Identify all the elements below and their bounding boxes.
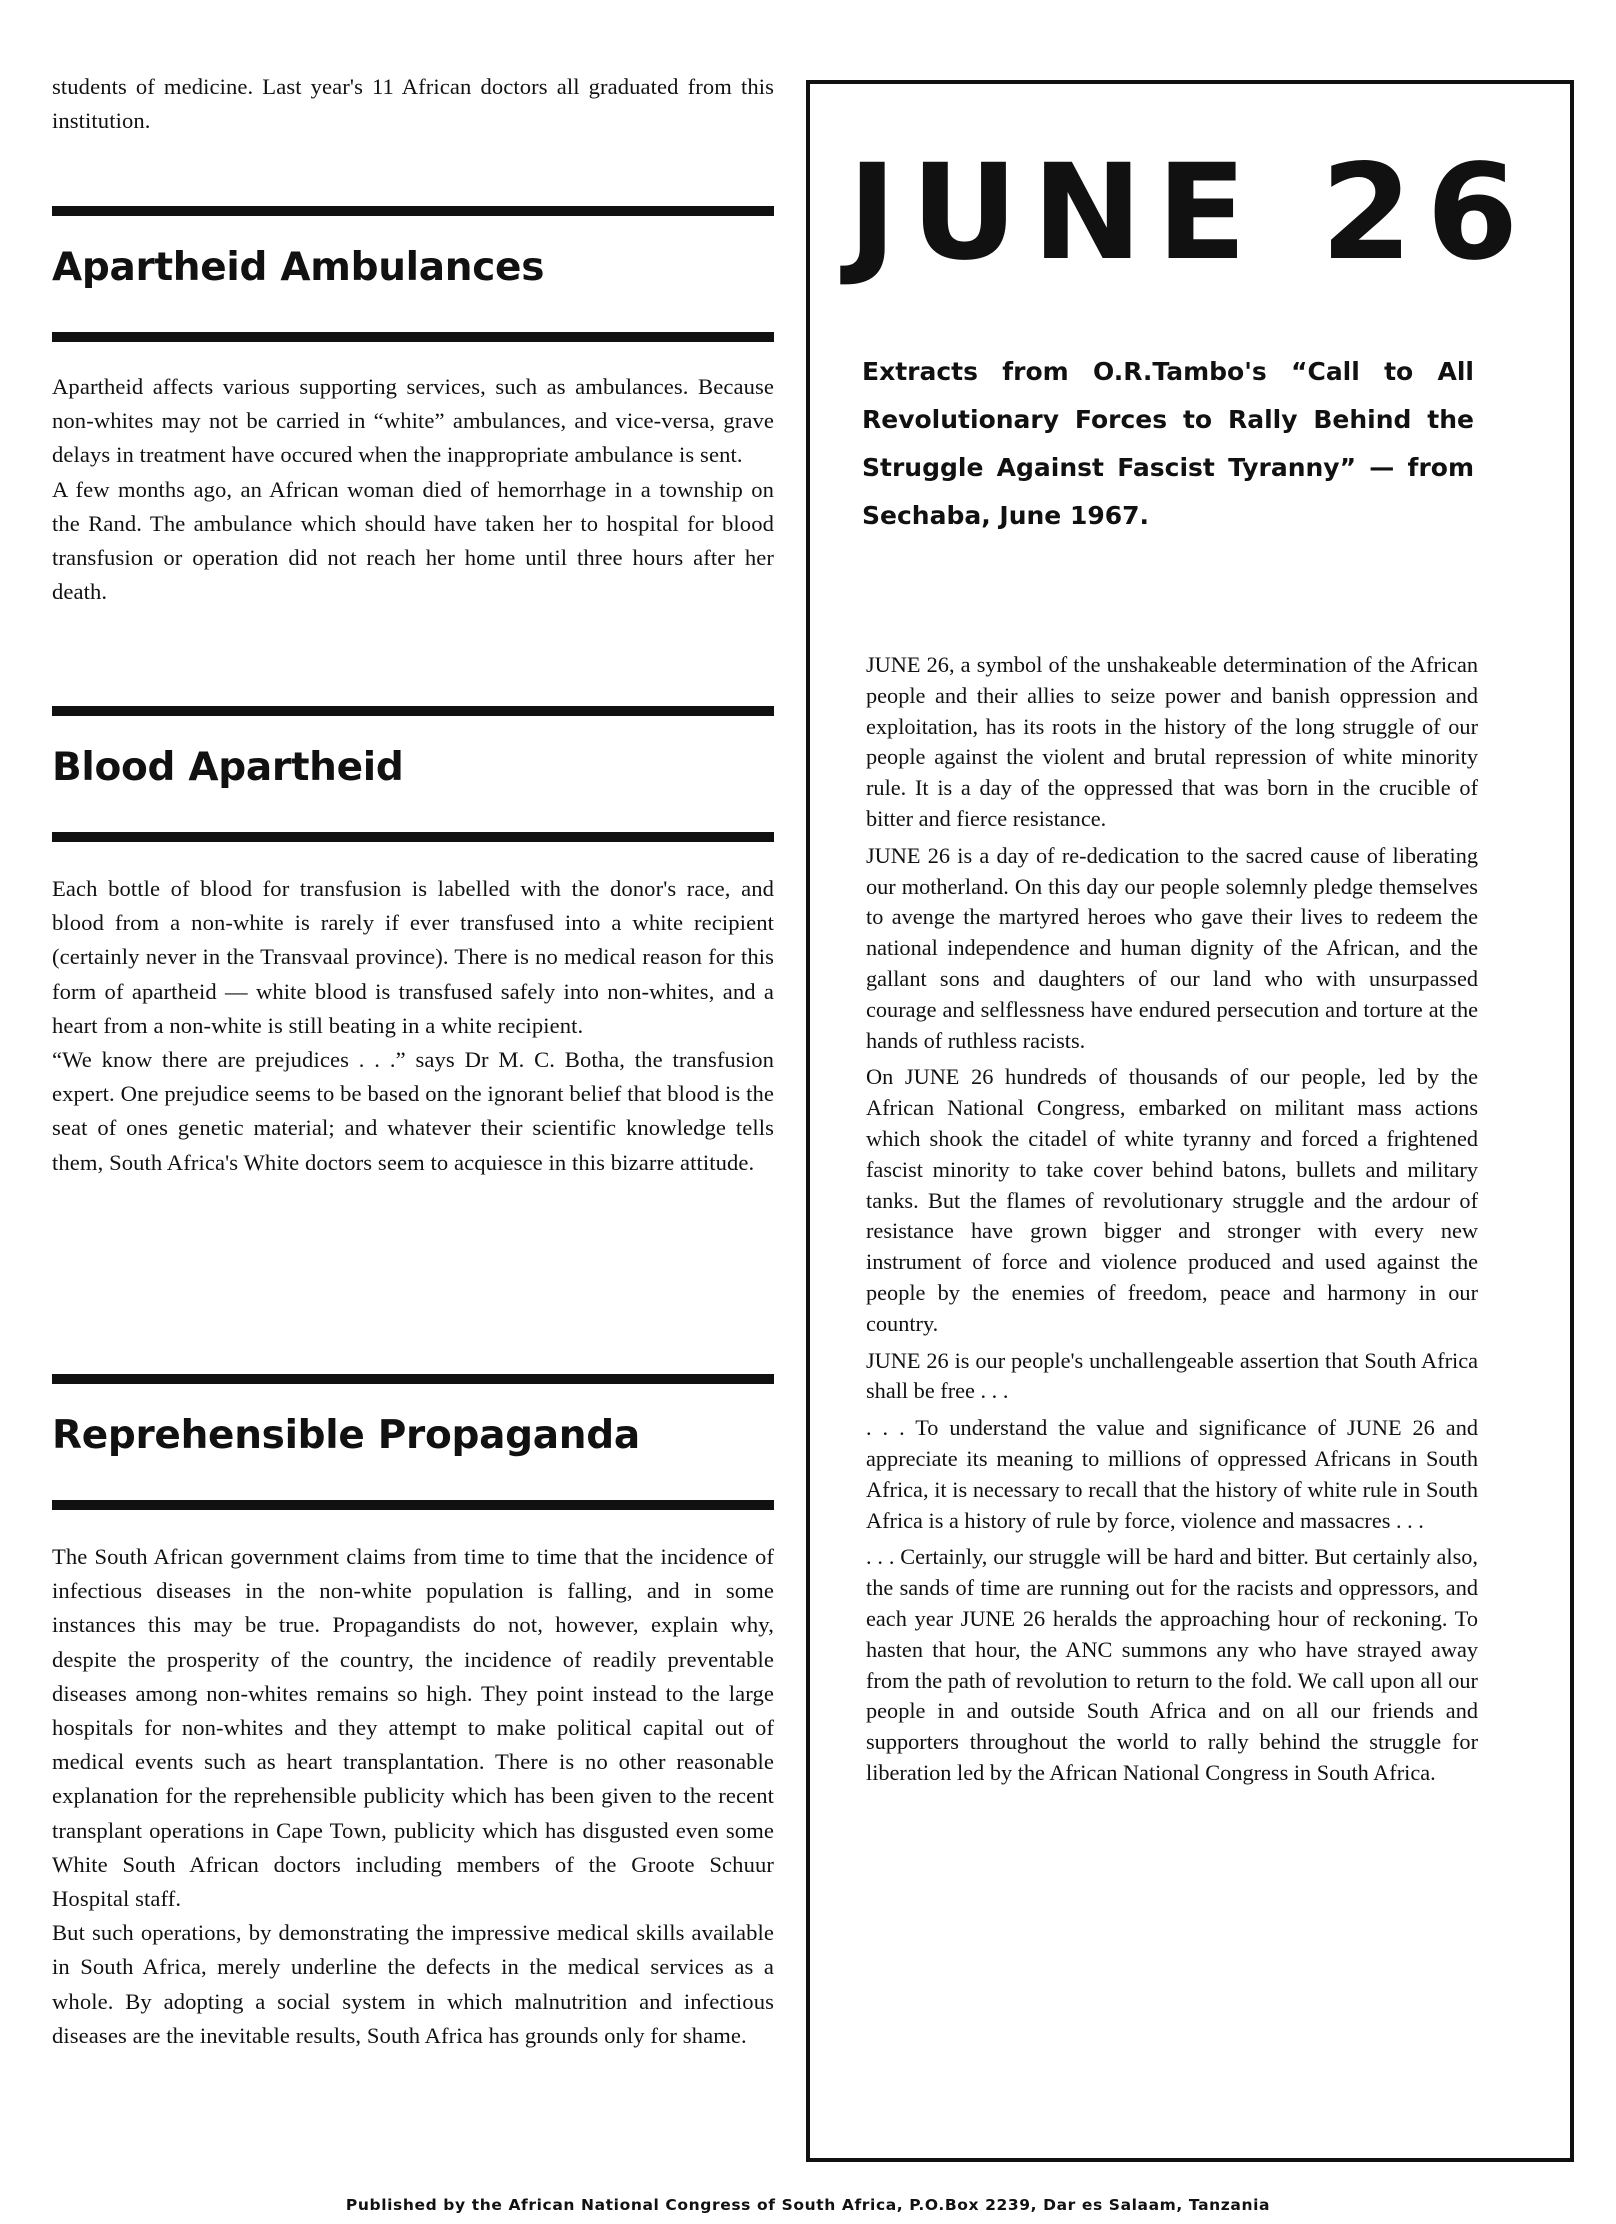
- section-rule-top: [52, 706, 774, 716]
- paragraph: Apartheid affects various supporting services, such as ambulances. Because non-whites may not be carried in “white” ambulances, and vice-versa, grave delays in treatment have occured when the inappropriate ambulance is sent.: [52, 374, 774, 468]
- paragraph: JUNE 26, a symbol of the unshakeable determination of the African people and their allies to seize power and banish oppression and exploitation, has its roots in the history of the long struggle of our people against the violent and brutal repression of white minority rule. It is a day of the oppressed that was born in the crucible of bitter and fierce resistance.: [866, 652, 1478, 831]
- continued-paragraph: [52, 70, 774, 138]
- paragraph: The South African government claims from time to time that the incidence of infectious diseases in the non-white population is falling, and in some instances this may be true. Propagandists do not, however, explain why, despite the prosperity of the country, the incidence of readily preventable diseases among non-whites remains so high. They point instead to the large hospitals for non-whites and they attempt to make political capital out of medical events such as heart transplantation. There is no other reasonable explanation for the reprehensible publicity which has been given to the recent transplant operations in Cape Town, publicity which has disgusted even some White South African doctors including members of the Groote Schuur Hospital staff.: [52, 1544, 774, 1912]
- june26-body: [866, 650, 1478, 1795]
- paragraph: On JUNE 26 hundreds of thousands of our people, led by the African National Congress, embarked on militant mass actions which shook the citadel of white tyranny and forced a frightened fascist minority to take cover behind batons, bullets and military tanks. But the flames of revolutionary struggle and the ardour of resistance have grown bigger and stronger with every new instrument of force and violence produced and used against the people by the enemies of freedom, peace and harmony in our country.: [866, 1064, 1478, 1336]
- paragraph: “We know there are prejudices . . .” says Dr M. C. Botha, the transfusion expert. One prejudice seems to be based on the ignorant belief that blood is the seat of ones genetic material; and whatever their scientific knowledge tells them, South Africa's White doctors seem to acquiesce in this bizarre attitude.: [52, 1047, 774, 1175]
- section-rule-bottom: [52, 332, 774, 342]
- paragraph: . . . To understand the value and significance of JUNE 26 and appreciate its meaning to millions of oppressed Africans in South Africa, it is necessary to recall that the history of white rule in South Africa is a history of rule by force, violence and massacres . . .: [866, 1415, 1478, 1533]
- paragraph: JUNE 26 is a day of re-dedication to the sacred cause of liberating our motherland. On this day our people solemnly pledge themselves to avenge the martyred heroes who gave their lives to redeem the national independence and human dignity of the African, and the gallant sons and daughters of our land who with unsurpassed courage and selflessness have endured persecution and torture at the hands of ruthless racists.: [866, 842, 1478, 1053]
- publisher-footer: Published by the African National Congress of South Africa, P.O.Box 2239, Dar es Salaam, Tanzania: [345, 2196, 1271, 2214]
- paragraph: JUNE 26 is our people's unchallengeable assertion that South Africa shall be free . . .: [866, 1347, 1478, 1404]
- continued-paragraph-text: students of medicine. Last year's 11 African doctors all graduated from this institution.: [52, 74, 774, 134]
- section-rule-top: [52, 1374, 774, 1384]
- paragraph: Each bottle of blood for transfusion is labelled with the donor's race, and blood from a non-white is rarely if ever transfused into a white recipient (certainly never in the Transvaal province). There is no medical reason for this form of apartheid — white blood is transfused safely into non-whites, and a heart from a non-white is still beating in a white recipient.: [52, 876, 774, 1038]
- june26-box: [806, 80, 1574, 2162]
- section-body-blood: [52, 872, 774, 1180]
- section-heading-blood: Blood Apartheid: [52, 745, 404, 790]
- june26-title: JUNE 26: [847, 136, 1533, 290]
- section-body-ambulances: [52, 370, 774, 609]
- section-heading-propaganda: Reprehensible Propaganda: [52, 1413, 640, 1458]
- june26-intro: Extracts from O.R.Tambo's “Call to All Revolutionary Forces to Rally Behind the Struggle Against Fascist Tyranny” — from Sechaba, June 1967.: [862, 357, 1474, 530]
- paragraph: . . . Certainly, our struggle will be hard and bitter. But certainly also, the sands of time are running out for the racists and oppressors, and each year JUNE 26 heralds the approaching hour of reckoning. To hasten that hour, the ANC summons any who have strayed away from the path of revolution to return to the fold. We call upon all our people in and outside South Africa and on all our friends and supporters throughout the world to rally behind the struggle for liberation led by the African National Congress in South Africa.: [866, 1544, 1478, 1785]
- section-rule-top: [52, 206, 774, 216]
- section-rule-bottom: [52, 1500, 774, 1510]
- paragraph: But such operations, by demonstrating the impressive medical skills available in South Africa, merely underline the defects in the medical services as a whole. By adopting a social system in which malnutrition and infectious diseases are the inevitable results, South Africa has grounds only for shame.: [52, 1920, 774, 2048]
- section-body-propaganda: [52, 1540, 774, 2053]
- section-heading-ambulances: Apartheid Ambulances: [52, 245, 545, 290]
- paragraph: A few months ago, an African woman died of hemorrhage in a township on the Rand. The ambulance which should have taken her to hospital for blood transfusion or operation did not reach her home until three hours after her death.: [52, 476, 774, 605]
- section-rule-bottom: [52, 832, 774, 842]
